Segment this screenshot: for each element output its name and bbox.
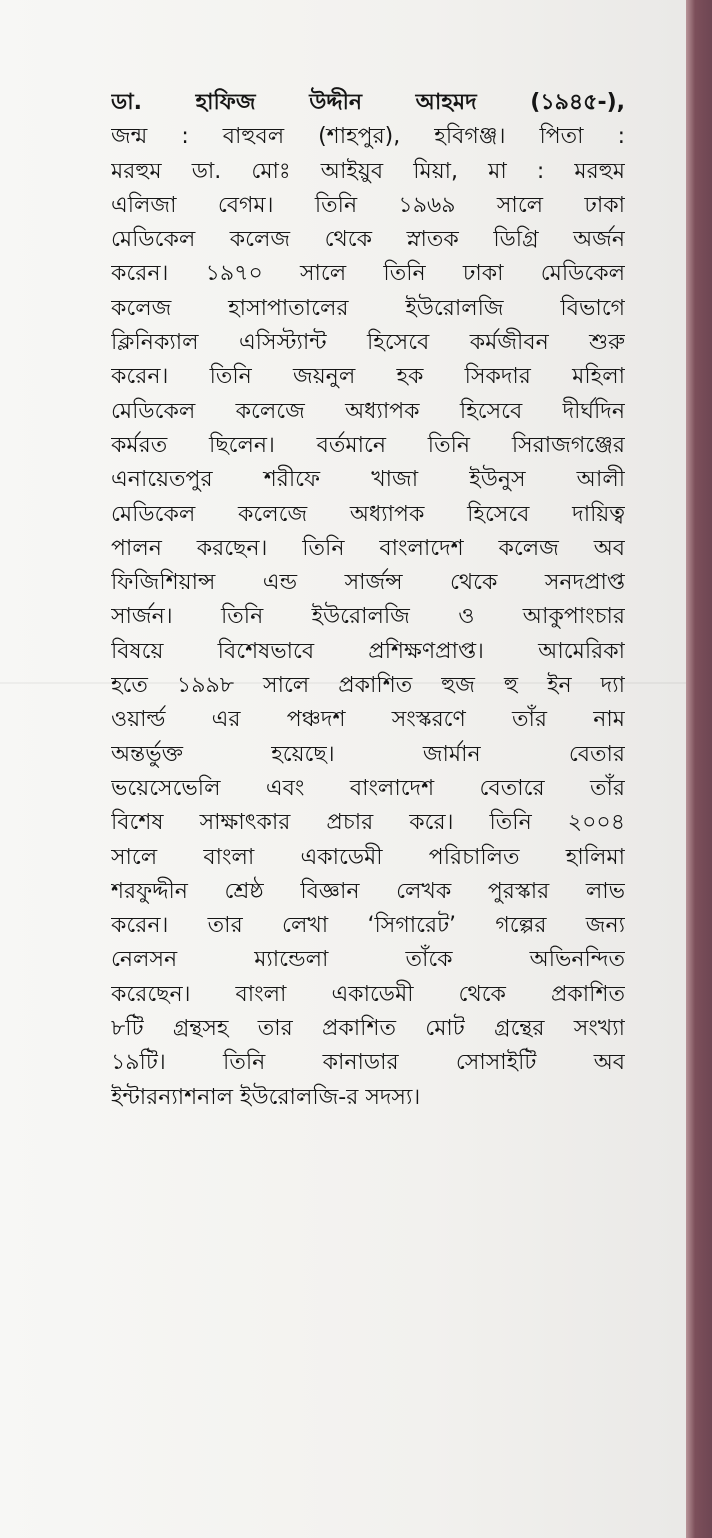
book-spine-edge bbox=[686, 0, 712, 1538]
text-line: শরফুদ্দীন শ্রেষ্ঠ বিজ্ঞান লেখক পুরস্কার লাভ bbox=[111, 878, 625, 904]
text-line: মেডিকেল কলেজে অধ্যাপক হিসেবে দীর্ঘদিন bbox=[111, 398, 625, 424]
text-line: এনায়েতপুর শরীফে খাজা ইউনুস আলী bbox=[111, 467, 625, 493]
text-line: হতে ১৯৯৮ সালে প্রকাশিত হুজ হু ইন দ্যা bbox=[111, 673, 625, 699]
text-line: ক্লিনিক্যাল এসিস্ট্যান্ট হিসেবে কর্মজীবন শুরু bbox=[111, 330, 625, 356]
text-line: ১৯টি। তিনি কানাডার সোসাইটি অব bbox=[111, 1050, 625, 1076]
text-line: জন্ম : বাহুবল (শাহপুর), হবিগঞ্জ। পিতা : bbox=[111, 124, 625, 150]
text-line: মেডিকেল কলেজে অধ্যাপক হিসেবে দায়িত্ব bbox=[111, 501, 625, 527]
text-line: কলেজ হাসাপাতালের ইউরোলজি বিভাগে bbox=[111, 295, 625, 321]
text-line: করেন। তার লেখা ‘সিগারেট’ গল্পের জন্য bbox=[111, 913, 625, 939]
text-line: ওয়ার্ল্ড এর পঞ্চদশ সংস্করণে তাঁর নাম bbox=[111, 707, 625, 733]
text-line: অন্তর্ভুক্ত হয়েছে। জার্মান বেতার bbox=[111, 741, 625, 767]
text-line: বিশেষ সাক্ষাৎকার প্রচার করে। তিনি ২০০৪ bbox=[111, 810, 625, 836]
text-line: মরহুম ডা. মোঃ আইয়ুব মিয়া, মা : মরহুম bbox=[111, 158, 625, 184]
text-line: এলিজা বেগম। তিনি ১৯৬৯ সালে ঢাকা bbox=[111, 192, 625, 218]
text-line: সালে বাংলা একাডেমী পরিচালিত হালিমা bbox=[111, 844, 625, 870]
text-line: সার্জন। তিনি ইউরোলজি ও আকুপাংচার bbox=[111, 604, 625, 630]
text-line: মেডিকেল কলেজ থেকে স্নাতক ডিগ্রি অর্জন bbox=[111, 227, 625, 253]
text-line: পালন করছেন। তিনি বাংলাদেশ কলেজ অব bbox=[111, 535, 625, 561]
heading-line: ডা. হাফিজ উদ্দীন আহমদ (১৯৪৫-), bbox=[111, 90, 625, 115]
biography-paragraph bbox=[111, 86, 625, 1115]
text-line: নেলসন ম্যান্ডেলা তাঁকে অভিনন্দিত bbox=[111, 947, 625, 973]
text-line: করেন। ১৯৭০ সালে তিনি ঢাকা মেডিকেল bbox=[111, 261, 625, 287]
text-line: করেন। তিনি জয়নুল হক সিকদার মহিলা bbox=[111, 364, 625, 390]
text-line: বিষয়ে বিশেষভাবে প্রশিক্ষণপ্রাপ্ত। আমেরিকা bbox=[111, 638, 625, 664]
text-line: করেছেন। বাংলা একাডেমী থেকে প্রকাশিত bbox=[111, 981, 625, 1007]
text-line: কর্মরত ছিলেন। বর্তমানে তিনি সিরাজগঞ্জের bbox=[111, 432, 625, 458]
text-line: ইন্টারন্যাশনাল ইউরোলজি-র সদস্য। bbox=[111, 1084, 421, 1110]
text-line: ভয়েসেভেলি এবং বাংলাদেশ বেতারে তাঁর bbox=[111, 775, 625, 801]
text-line: ফিজিশিয়ান্স এন্ড সার্জন্স থেকে সনদপ্রাপ্ত bbox=[111, 570, 625, 596]
text-line: ৮টি গ্রন্থসহ তার প্রকাশিত মোট গ্রন্থের সংখ্যা bbox=[111, 1016, 625, 1042]
